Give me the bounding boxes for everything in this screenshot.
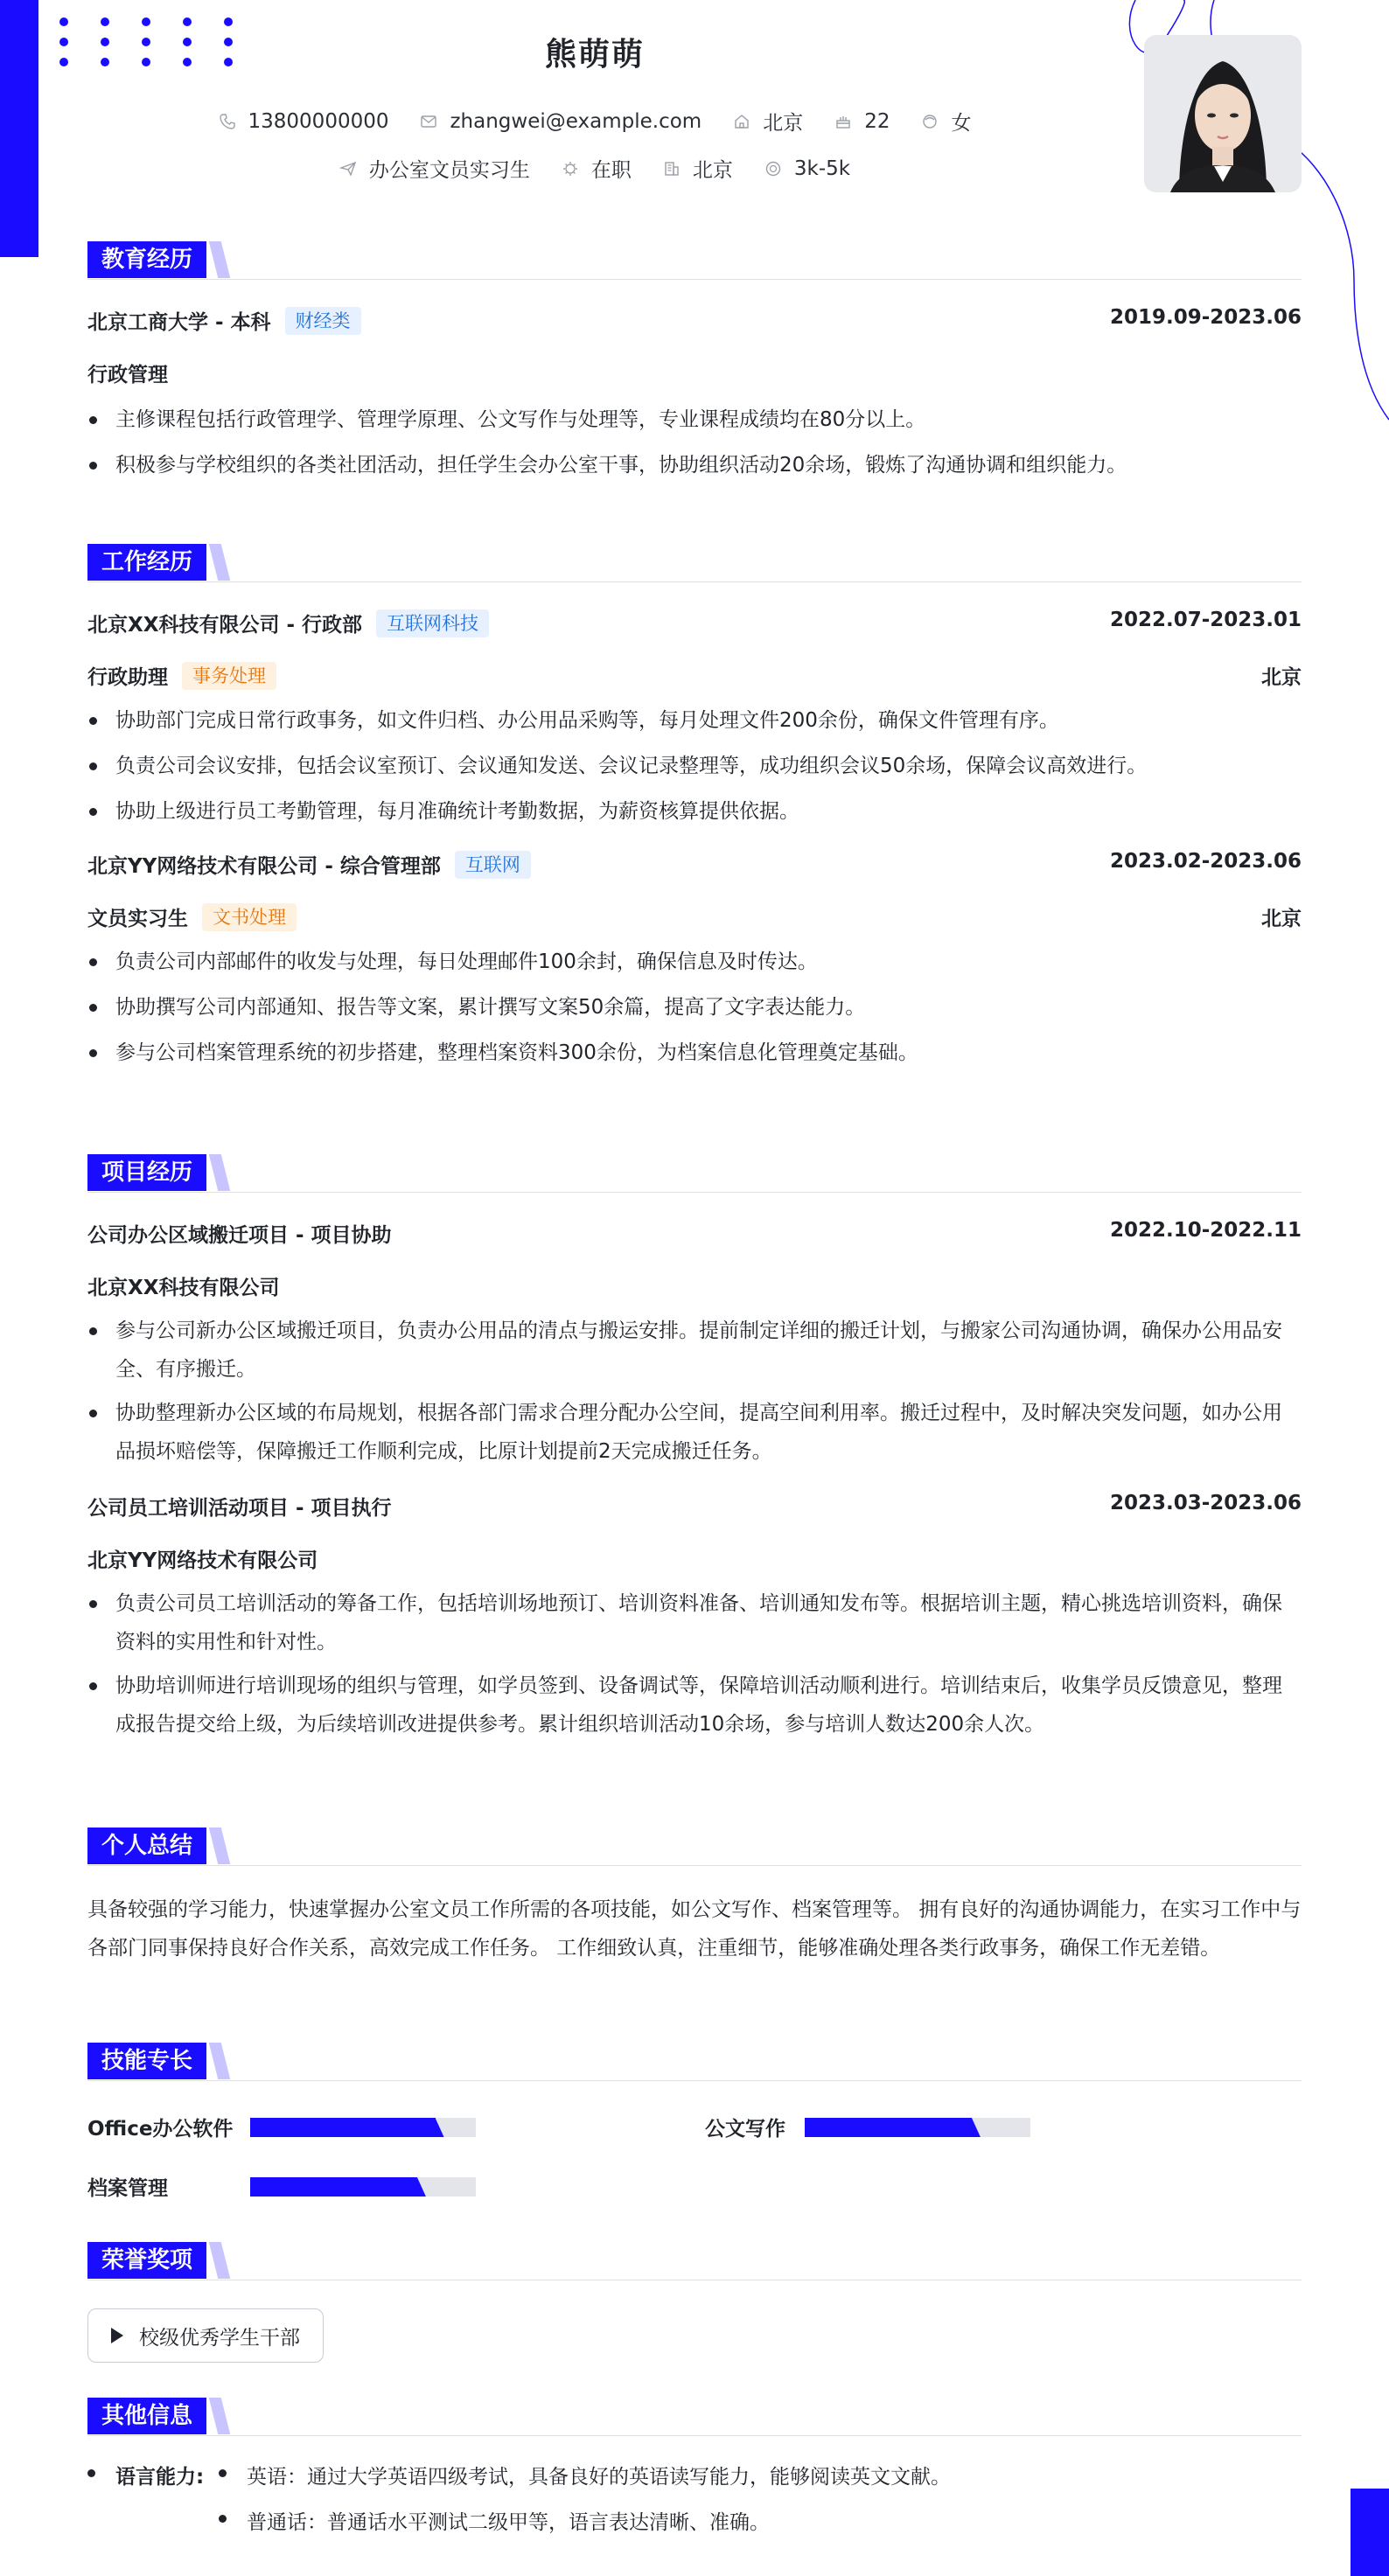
age-text: 22: [864, 109, 890, 133]
coin-icon: [764, 160, 782, 178]
company-name: 北京YY网络技术有限公司 - 综合管理部: [87, 855, 441, 878]
major-name: 行政管理: [87, 364, 168, 386]
play-triangle-icon: [111, 2328, 123, 2343]
list-item: 协助培训师进行培训现场的组织与管理，如学员签到、设备调试等，保障培训活动顺利进行。培训结束后，收集学员反馈意见，整理成报告提交给上级，为后续培训改进提供参考。累计组织培训活动10余场，参与培训人数达200余人次。: [87, 1667, 1302, 1744]
work-location: 北京: [1261, 666, 1302, 689]
work-bullets: [87, 701, 1302, 831]
school-name: 北京工商大学 - 本科: [87, 311, 271, 334]
education-bullets: [87, 400, 1302, 484]
section-title-tail: [209, 2242, 230, 2279]
summary-section: [87, 1828, 1302, 1967]
education-entry-header: [87, 306, 1302, 332]
email-text: zhangwei@example.com: [450, 109, 702, 133]
section-title-tail: [209, 1828, 230, 1864]
skill-bar: [250, 2177, 476, 2197]
project-org: 北京YY网络技术有限公司: [87, 1549, 318, 1572]
salary-info: [764, 157, 850, 180]
list-item: 积极参与学校组织的各类社团活动，担任学生会办公室干事，协助组织活动20余场，锻炼了沟通协调和组织能力。: [87, 446, 1302, 484]
project-bullets: [87, 1584, 1302, 1744]
role-tag: 文书处理: [202, 903, 297, 931]
section-title: 技能专长: [87, 2043, 206, 2079]
company-name: 北京XX科技有限公司 - 行政部: [87, 614, 363, 637]
section-header: [87, 2398, 1302, 2436]
work-date: 2023.02-2023.06: [1109, 850, 1302, 873]
skill-bar: [805, 2118, 1030, 2137]
skill-bar-fill: [250, 2177, 417, 2197]
accent-bar-corner: [1351, 2489, 1389, 2576]
honors-section: [87, 2242, 1302, 2364]
bullet-dot: [219, 2515, 227, 2523]
city-info: [733, 107, 803, 136]
section-title-tail: [209, 2043, 230, 2079]
section-title: 个人总结: [87, 1828, 206, 1864]
language-label: 语言能力:: [115, 2466, 205, 2489]
candidate-name: 熊萌萌: [544, 37, 645, 73]
bullet-dot: [87, 2469, 95, 2477]
work-bullets: [87, 943, 1302, 1072]
role-row: [87, 661, 1302, 687]
section-title-tail: [209, 544, 230, 581]
section-title-tail: [209, 2398, 230, 2434]
list-item: 协助上级进行员工考勤管理，每月准确统计考勤数据，为薪资核算提供依据。: [87, 792, 1302, 831]
contact-info-row: [87, 107, 1102, 136]
gender-text: 女: [951, 112, 972, 135]
role-name: 文员实习生: [87, 908, 188, 930]
list-item: 协助部门完成日常行政事务，如文件归档、办公用品采购等，每月处理文件200余份，确保文件管理有序。: [87, 701, 1302, 740]
skills-section: [87, 2043, 1302, 2200]
industry-tag: 互联网: [455, 851, 531, 879]
section-title-tail: [209, 241, 230, 278]
section-header: [87, 2043, 1302, 2081]
language-line: 普通话：普通话水平测试二级甲等，语言表达清晰、准确。: [247, 2511, 770, 2534]
home-icon: [733, 113, 750, 130]
section-title: 荣誉奖项: [87, 2242, 206, 2279]
skill-bar-fill: [250, 2118, 436, 2137]
work-section: [87, 544, 1302, 1072]
role-tag: 事务处理: [182, 662, 276, 690]
accent-bar-left: [0, 0, 38, 257]
section-title-tail: [209, 1154, 230, 1191]
list-item: 负责公司员工培训活动的筹备工作，包括培训场地预订、培训资料准备、培训通知发布等。根据培训主题，精心挑选培训资料，确保资料的实用性和针对性。: [87, 1584, 1302, 1661]
mail-icon: [420, 113, 437, 130]
section-title: 教育经历: [87, 241, 206, 278]
list-item: 负责公司会议安排，包括会议室预订、会议通知发送、会议记录整理等，成功组织会议50余场，保障会议高效进行。: [87, 747, 1302, 785]
phone-icon: [219, 113, 236, 130]
summary-text: 具备较强的学习能力，快速掌握办公室文员工作所需的各项技能，如公文写作、档案管理等。 拥有良好的沟通协调能力，在实习工作中与各部门同事保持良好合作关系，高效完成工作任务。 工作细致认真，注重细节，能够准确处理各类行政事务，确保工作无差错。: [87, 1898, 1302, 1960]
role-name: 行政助理: [87, 666, 168, 689]
age-info: [834, 110, 890, 133]
list-item: 协助整理新办公区域的布局规划，根据各部门需求合理分配办公空间，提高空间利用率。搬迁过程中，及时解决突发问题，如办公用品损坏赔偿等，保障搬迁工作顺利完成，比原计划提前2天完成搬迁任务。: [87, 1394, 1302, 1471]
major-row: [87, 359, 1302, 385]
skill-bar: [250, 2118, 476, 2137]
language-line: 英语：通过大学英语四级考试，具备良好的英语读写能力，能够阅读英文文献。: [247, 2466, 951, 2489]
cake-icon: [834, 113, 852, 130]
job-intent-row: [87, 154, 1102, 183]
industry-tag: 互联网科技: [376, 609, 489, 637]
section-title: 工作经历: [87, 544, 206, 581]
list-item: 负责公司内部邮件的收发与处理，每日处理邮件100余封，确保信息及时传达。: [87, 943, 1302, 981]
education-section: [87, 241, 1302, 484]
other-info-section: [87, 2398, 1302, 2573]
section-header: [87, 544, 1302, 582]
role-row: [87, 902, 1302, 929]
project-date: 2023.03-2023.06: [1109, 1492, 1302, 1514]
list-item: 协助撰写公司内部通知、报告等文案，累计撰写文案50余篇，提高了文字表达能力。: [87, 988, 1302, 1027]
skill-bar-fill: [805, 2118, 972, 2137]
work-location: 北京: [1261, 908, 1302, 930]
section-header: [87, 1828, 1302, 1866]
status-info: [562, 154, 632, 183]
skill-label: 公文写作: [705, 2118, 785, 2141]
salary-text: 3k-5k: [793, 157, 851, 180]
list-item: 参与公司档案管理系统的初步搭建，整理档案资料300余份，为档案信息化管理奠定基础。: [87, 1034, 1302, 1072]
project-org: 北京XX科技有限公司: [87, 1277, 280, 1299]
bullet-dot: [219, 2469, 227, 2477]
honor-label: 校级优秀学生干部: [139, 2326, 300, 2350]
education-date: 2019.09-2023.06: [1109, 306, 1302, 329]
list-item: 主修课程包括行政管理学、管理学原理、公文写作与处理等，专业课程成绩均在80分以上。: [87, 400, 1302, 439]
project-date: 2022.10-2022.11: [1109, 1219, 1302, 1242]
position-info: [339, 154, 530, 183]
status-text: 在职: [590, 159, 632, 182]
skill-label: 档案管理: [87, 2177, 168, 2200]
profile-photo: [1144, 35, 1302, 192]
section-header: [87, 1154, 1302, 1193]
section-title: 项目经历: [87, 1154, 206, 1191]
position-text: 办公室文员实习生: [368, 159, 530, 182]
honor-item[interactable]: [87, 2308, 324, 2363]
section-header: [87, 2242, 1302, 2280]
send-icon: [339, 160, 357, 178]
building-icon: [663, 160, 681, 178]
status-icon: [562, 160, 579, 178]
work-entry-header: [87, 850, 1302, 876]
work-date: 2022.07-2023.01: [1109, 609, 1302, 631]
category-tag: 财经类: [285, 307, 361, 335]
email-info: [420, 110, 701, 133]
project-name: 公司员工培训活动项目 - 项目执行: [87, 1497, 392, 1520]
work-entry-header: [87, 609, 1302, 635]
list-item: 参与公司新办公区域搬迁项目，负责办公用品的清点与搬运安排。提前制定详细的搬迁计划，与搬家公司沟通协调，确保办公用品安全、有序搬迁。: [87, 1312, 1302, 1389]
project-name: 公司办公区域搬迁项目 - 项目协助: [87, 1224, 392, 1247]
project-bullets: [87, 1312, 1302, 1471]
skill-label: Office办公软件: [87, 2118, 234, 2141]
phone-text: 13800000000: [248, 109, 389, 133]
city-text: 北京: [763, 112, 804, 135]
project-entry-header: [87, 1492, 1302, 1518]
section-header: [87, 241, 1302, 280]
project-org-row: [87, 1271, 1302, 1298]
phone-info: [219, 110, 389, 133]
gender-icon: [921, 113, 939, 130]
target-city-info: [663, 154, 733, 183]
project-entry-header: [87, 1219, 1302, 1245]
section-title: 其他信息: [87, 2398, 206, 2434]
projects-section: [87, 1154, 1302, 1744]
gender-info: [921, 107, 971, 136]
project-org-row: [87, 1544, 1302, 1570]
target-city-text: 北京: [692, 159, 733, 182]
